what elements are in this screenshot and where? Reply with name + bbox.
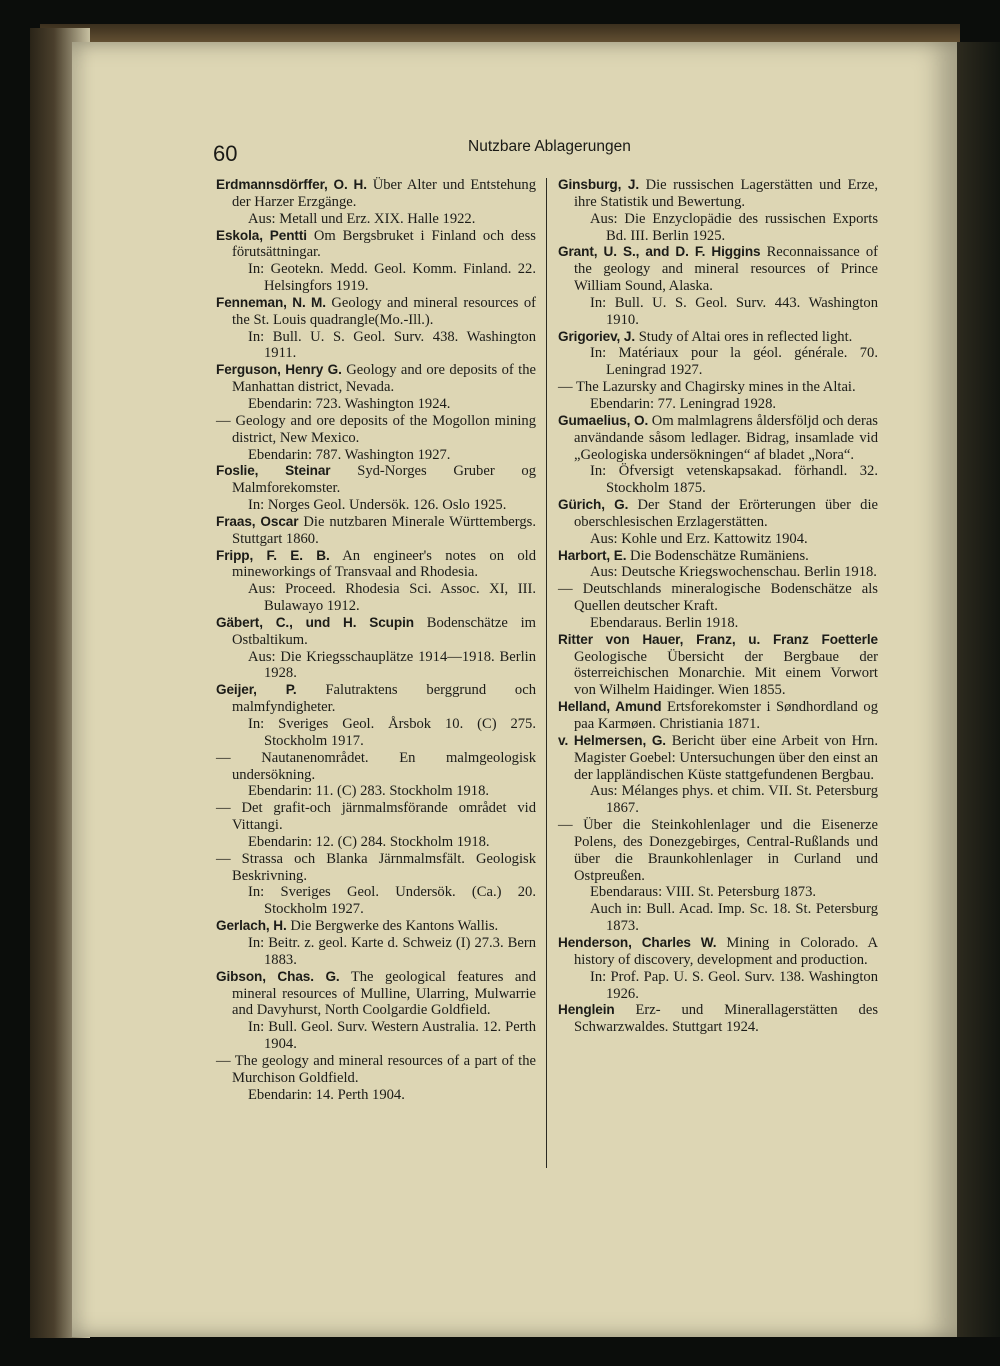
bibliography-entry — [216, 228, 536, 262]
entry-author: Grant, U. S., and D. F. Higgins — [558, 244, 761, 260]
entry-author: Ritter von Hauer, Franz, u. Franz Foetterle — [558, 631, 878, 647]
bibliography-entry — [216, 969, 536, 1020]
entry-author: Geijer, P. — [216, 682, 297, 698]
bibliography-entry — [558, 548, 878, 565]
entry-source: Auch in: Bull. Acad. Imp. Sc. 18. St. Petersburg 1873. — [590, 901, 878, 935]
running-head: Nutzbare Ablagerungen — [468, 138, 631, 155]
bibliography-entry — [558, 1002, 878, 1036]
bibliography-entry — [558, 817, 878, 884]
ditto-dash: — — [558, 379, 573, 396]
entry-source: In: Sveriges Geol. Undersök. (Ca.) 20. Stockholm 1927. — [248, 884, 536, 918]
entry-source: Aus: Kohle und Erz. Kattowitz 1904. — [590, 530, 808, 547]
right-column — [558, 177, 878, 1036]
entry-title: Geologische Übersicht der Bergbaue der österreichischen Monarchie. Mit einem Vorwort von Wilhelm Haidinger. Wien 1855. — [574, 648, 878, 699]
bibliography-entry — [558, 632, 878, 699]
bibliography-entry — [216, 1053, 536, 1087]
entry-source: In: Bull. Geol. Surv. Western Australia. 12. Perth 1904. — [248, 1019, 536, 1053]
bibliography-entry — [216, 177, 536, 211]
entry-author: Fripp, F. E. B. — [216, 547, 330, 563]
bibliography-entry — [216, 750, 536, 784]
entry-title: Ertsforekomster i Søndhordland og paa Karmøen. Christiania 1871. — [574, 699, 879, 732]
entry-source: Aus: Mélanges phys. et chim. VII. St. Petersburg 1867. — [590, 783, 878, 817]
page-number: 60 — [213, 141, 238, 166]
entry-title: Det grafit-och järnmalmsförande området vid Vittangi. — [232, 800, 536, 834]
bibliography-entry — [558, 733, 878, 784]
entry-title: Syd-Norges Gruber og Malmforekomster. — [232, 463, 536, 497]
entry-author: Henderson, Charles W. — [558, 934, 717, 950]
entry-author: Eskola, Pentti — [216, 227, 307, 243]
bibliography-entry — [216, 615, 536, 649]
entry-source: In: Bull. U. S. Geol. Surv. 443. Washington 1910. — [590, 294, 878, 328]
entry-title: Über Alter und Entstehung der Harzer Erzgänge. — [232, 177, 536, 210]
entry-author: Foslie, Steinar — [216, 463, 331, 479]
entry-title: Geology and ore deposits of the Manhattan district, Nevada. — [232, 362, 537, 396]
bibliography-entry — [558, 699, 878, 733]
entry-source: Aus: Die Enzyclopädie des russischen Exports Bd. III. Berlin 1925. — [590, 210, 878, 244]
entry-title: Erz- und Minerallagerstätten des Schwarzwaldes. Stuttgart 1924. — [574, 1002, 878, 1036]
entry-title: Study of Altai ores in reflected light. — [638, 328, 853, 345]
entry-author: Helland, Amund — [558, 699, 662, 715]
entry-source: In: Öfversigt vetenskapsakad. förhandl. 32. Stockholm 1875. — [590, 463, 878, 497]
ditto-dash: — — [216, 1052, 231, 1069]
bibliography-entry — [216, 463, 536, 497]
bibliography-entry — [216, 918, 536, 935]
entry-title: Om Bergsbruket i Finland och dess förutsättningar. — [232, 227, 536, 261]
entry-source: Aus: Metall und Erz. XIX. Halle 1922. — [248, 210, 476, 227]
entry-author: Ferguson, Henry G. — [216, 362, 342, 378]
bibliography-entry — [216, 548, 536, 582]
entry-title: Geology and mineral resources of the St. Louis quadrangle(Mo.-Ill.). — [232, 294, 536, 328]
entry-title: Reconnaissance of the geology and mineral resources of Prince William Sound, Alaska. — [574, 244, 879, 295]
entry-title: Die russischen Lagerstätten und Erze, ihre Statistik und Bewertung. — [574, 177, 878, 210]
bibliography-entry — [558, 581, 878, 615]
ditto-dash: — — [216, 800, 231, 817]
entry-title: Om malmlagrens åldersföljd och deras användande såsom ledlager. Bidrag, insamlade vid „Geologiska undersökningen“ af bladet „Nora“. — [574, 412, 878, 463]
ditto-dash: — — [558, 581, 573, 598]
entry-author: Gürich, G. — [558, 497, 629, 513]
entry-author: v. Helmersen, G. — [558, 732, 666, 748]
bibliography-entry — [558, 379, 878, 396]
ditto-dash: — — [216, 412, 231, 429]
bibliography-entry — [216, 514, 536, 548]
entry-source: Ebendaraus: VIII. St. Petersburg 1873. — [590, 884, 817, 901]
entry-title: Mining in Colorado. A history of discovery, development and production. — [574, 934, 878, 968]
bibliography-entry — [216, 413, 536, 447]
entry-source: Ebendaraus. Berlin 1918. — [590, 614, 739, 631]
entry-source: Aus: Die Kriegsschauplätze 1914—1918. Berlin 1928. — [248, 648, 536, 682]
entry-source: Aus: Deutsche Kriegswochenschau. Berlin 1918. — [590, 564, 877, 581]
entry-title: Über die Steinkohlenlager und die Eisenerze Polens, des Donezgebirges, Central-Rußlands und über die Braunkohlenlager in Curland und Ostpreußen. — [574, 817, 878, 884]
entry-title: Bodenschätze im Ostbaltikum. — [232, 614, 536, 648]
entry-author: Henglein — [558, 1002, 615, 1018]
entry-source: In: Matériaux pour la géol. générale. 70. Leningrad 1927. — [590, 345, 878, 379]
bibliography-entry — [216, 682, 536, 716]
entry-author: Ginsburg, J. — [558, 177, 640, 192]
entry-source: In: Norges Geol. Undersök. 126. Oslo 1925. — [248, 497, 507, 514]
entry-title: Falutraktens berggrund och malmfyndigheter. — [232, 682, 536, 716]
ditto-dash: — — [216, 749, 231, 766]
entry-author: Fraas, Oscar — [216, 513, 299, 529]
entry-title: Die Bergwerke des Kantons Wallis. — [290, 918, 499, 935]
entry-author: Harbort, E. — [558, 547, 627, 563]
bibliography-entry — [558, 329, 878, 346]
entry-source: Ebendarin: 77. Leningrad 1928. — [590, 395, 777, 412]
entry-title: Geology and ore deposits of the Mogollon mining district, New Mexico. — [232, 412, 536, 446]
bibliography-entry — [558, 177, 878, 211]
bibliography-entry — [216, 800, 536, 834]
entry-source: Aus: Proceed. Rhodesia Sci. Assoc. XI, III. Bulawayo 1912. — [248, 581, 536, 615]
entry-title: The geological features and mineral resources of Mulline, Ularring, Mulwarrie and Davyhurst, North Coolgardie Goldfield. — [232, 968, 537, 1019]
bibliography-entry — [558, 497, 878, 531]
entry-author: Fenneman, N. M. — [216, 294, 326, 310]
entry-author: Gäbert, C., und H. Scupin — [216, 614, 414, 630]
entry-source: Ebendarin: 12. (C) 284. Stockholm 1918. — [248, 833, 490, 850]
entry-author: Erdmannsdörffer, O. H. — [216, 177, 367, 192]
entry-source: In: Beitr. z. geol. Karte d. Schweiz (I) 27.3. Bern 1883. — [248, 934, 536, 968]
bibliography-entry — [558, 244, 878, 295]
entry-source: Ebendarin: 787. Washington 1927. — [248, 446, 451, 463]
bibliography-entry — [216, 851, 536, 885]
entry-source: In: Prof. Pap. U. S. Geol. Surv. 138. Washington 1926. — [590, 968, 878, 1002]
entry-source: Ebendarin: 14. Perth 1904. — [248, 1086, 405, 1103]
entry-author: Grigoriev, J. — [558, 328, 636, 344]
entry-title: Strassa och Blanka Järnmalmsfält. Geologisk Beskrivning. — [232, 850, 536, 884]
entry-author: Gumaelius, O. — [558, 412, 649, 428]
entry-title: Die Bodenschätze Rumäniens. — [630, 547, 809, 564]
left-column — [216, 177, 536, 1103]
bibliography-entry — [558, 413, 878, 464]
entry-source: Ebendarin: 11. (C) 283. Stockholm 1918. — [248, 783, 490, 800]
bibliography-entry — [558, 935, 878, 969]
book-cover-edge — [957, 42, 1000, 1337]
entry-source: In: Geotekn. Medd. Geol. Komm. Finland. 22. Helsingfors 1919. — [248, 261, 536, 295]
entry-author: Gerlach, H. — [216, 918, 287, 934]
entry-title: Deutschlands mineralogische Bodenschätze als Quellen deutscher Kraft. — [574, 581, 878, 615]
entry-title: Bericht über eine Arbeit von Hrn. Magister Goebel: Untersuchungen über den einst an der lappländischen Küste stattgefundenen Bergbau. — [574, 732, 878, 783]
bibliography-entry — [216, 295, 536, 329]
entry-source: In: Sveriges Geol. Årsbok 10. (C) 275. Stockholm 1917. — [248, 716, 536, 749]
entry-source: Ebendarin: 723. Washington 1924. — [248, 395, 451, 412]
entry-source: In: Bull. U. S. Geol. Surv. 438. Washington 1911. — [248, 328, 536, 362]
entry-title: Die nutzbaren Minerale Württembergs. Stuttgart 1860. — [232, 513, 536, 547]
entry-title: An engineer's notes on old mineworkings of Transvaal and Rhodesia. — [232, 547, 536, 581]
ditto-dash: — — [216, 850, 231, 867]
entry-title: Nautanenområdet. En malmgeologisk undersökning. — [232, 749, 536, 783]
entry-title: The geology and mineral resources of a part of the Murchison Goldfield. — [232, 1052, 536, 1086]
entry-title: The Lazursky and Chagirsky mines in the Altai. — [575, 379, 856, 396]
bibliography-entry — [216, 362, 536, 396]
ditto-dash: — — [558, 817, 573, 834]
entry-author: Gibson, Chas. G. — [216, 968, 340, 984]
column-divider — [546, 178, 547, 1168]
entry-title: Der Stand der Erörterungen über die oberschlesischen Erzlagerstätten. — [574, 497, 878, 530]
